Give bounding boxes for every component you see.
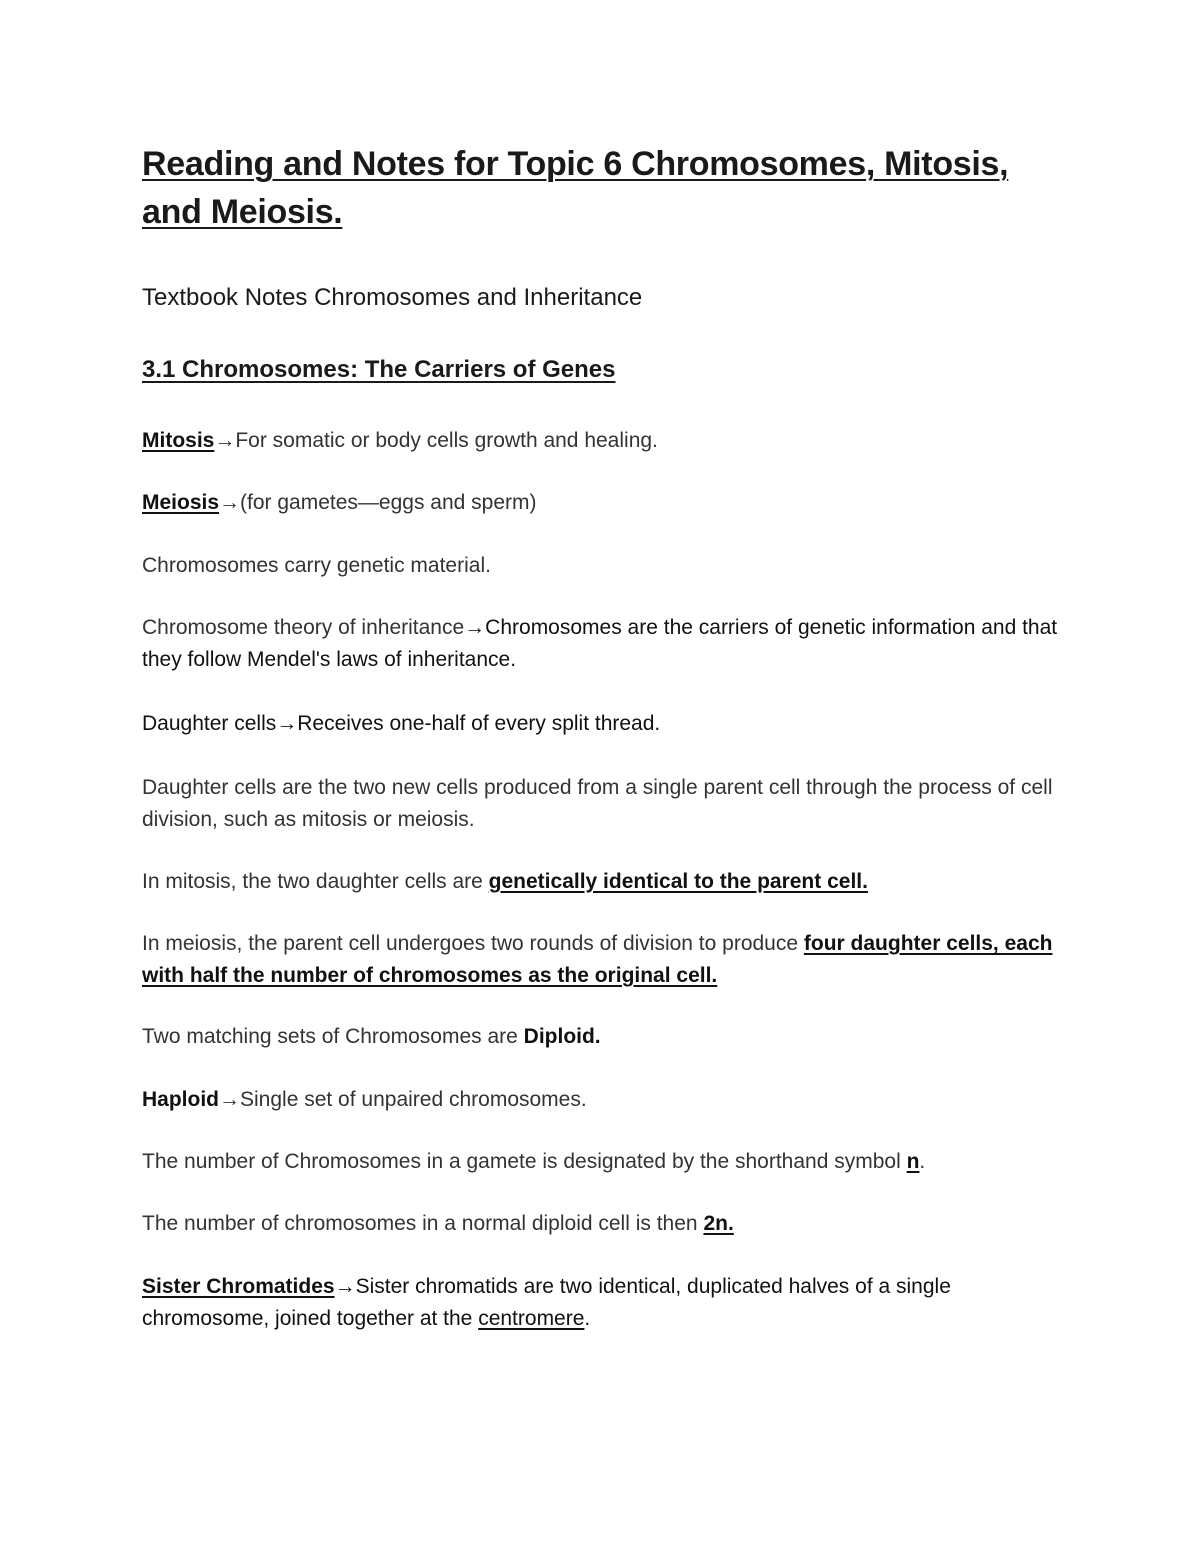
sister-post: . [584, 1307, 591, 1330]
meiosis-four-pre: In meiosis, the parent cell undergoes two rounds of division to produce [142, 932, 804, 955]
theory-def: Chromosomes are the carriers of genetic information and that they follow Mendel's laws of inheritance. [142, 616, 1058, 671]
diploid-2n-note [142, 1208, 1072, 1240]
haploid-definition [142, 1084, 1072, 1116]
document-title: Reading and Notes for Topic 6 Chromosomes, Mitosis, and Meiosis. [142, 145, 1009, 231]
daughter-def: Receives one-half of every split thread. [297, 712, 661, 735]
daughter-cells-description: Daughter cells are the two new cells produced from a single parent cell through the process of cell division, such as mitosis or meiosis. [142, 776, 1053, 831]
diploid-pre: Two matching sets of Chromosomes are [142, 1025, 524, 1048]
mitosis-definition [142, 425, 1072, 457]
gamete-n-note [142, 1146, 1072, 1178]
sister-def: Sister chromatids are two identical, duplicated halves of a single chromosome, joined together at the [142, 1275, 951, 1330]
sister-chromatids-definition [142, 1271, 1072, 1335]
mitosis-def: For somatic or body cells growth and healing. [235, 429, 658, 452]
chromosome-theory-definition [142, 612, 1072, 676]
arrow: → [214, 429, 236, 452]
daughter-term: Daughter cells [142, 712, 277, 735]
meiosis-term: Meiosis [142, 491, 220, 514]
diploid-2n-symbol: 2n. [703, 1212, 734, 1235]
meiosis-definition [142, 487, 1072, 519]
meiosis-four-emphasis: four daughter cells, each with half the number of chromosomes as the original cell. [142, 932, 1053, 987]
sister-term: Sister Chromatides [142, 1275, 335, 1298]
theory-term: Chromosome theory of inheritance [142, 616, 465, 639]
section-heading: 3.1 Chromosomes: The Carriers of Genes [142, 356, 616, 383]
diploid-note [142, 1021, 1072, 1053]
centromere-term: centromere [478, 1307, 585, 1330]
mitosis-identical-pre: In mitosis, the two daughter cells are [142, 870, 489, 893]
arrow: → [276, 712, 298, 735]
mitosis-identical-note [142, 866, 1072, 898]
arrow: → [334, 1275, 356, 1298]
gamete-n-post: . [919, 1150, 926, 1173]
diploid-2n-pre: The number of chromosomes in a normal diploid cell is then [142, 1212, 704, 1235]
meiosis-def: (for gametes—eggs and sperm) [240, 491, 537, 514]
arrow: → [219, 491, 241, 514]
arrow: → [464, 616, 486, 639]
haploid-term: Haploid [142, 1088, 219, 1111]
gamete-n-pre: The number of Chromosomes in a gamete is designated by the shorthand symbol [142, 1150, 907, 1173]
arrow: → [219, 1088, 240, 1111]
diploid-emphasis: Diploid. [523, 1025, 601, 1048]
mitosis-term: Mitosis [142, 429, 215, 452]
meiosis-four-note [142, 928, 1072, 992]
haploid-def: Single set of unpaired chromosomes. [240, 1088, 587, 1111]
mitosis-identical-emphasis: genetically identical to the parent cell. [488, 870, 868, 893]
gamete-n-symbol: n [906, 1150, 920, 1173]
daughter-cells-definition [142, 708, 1072, 740]
textbook-notes-heading: Textbook Notes Chromosomes and Inheritance [142, 284, 643, 311]
genetic-material-note: Chromosomes carry genetic material. [142, 554, 491, 577]
